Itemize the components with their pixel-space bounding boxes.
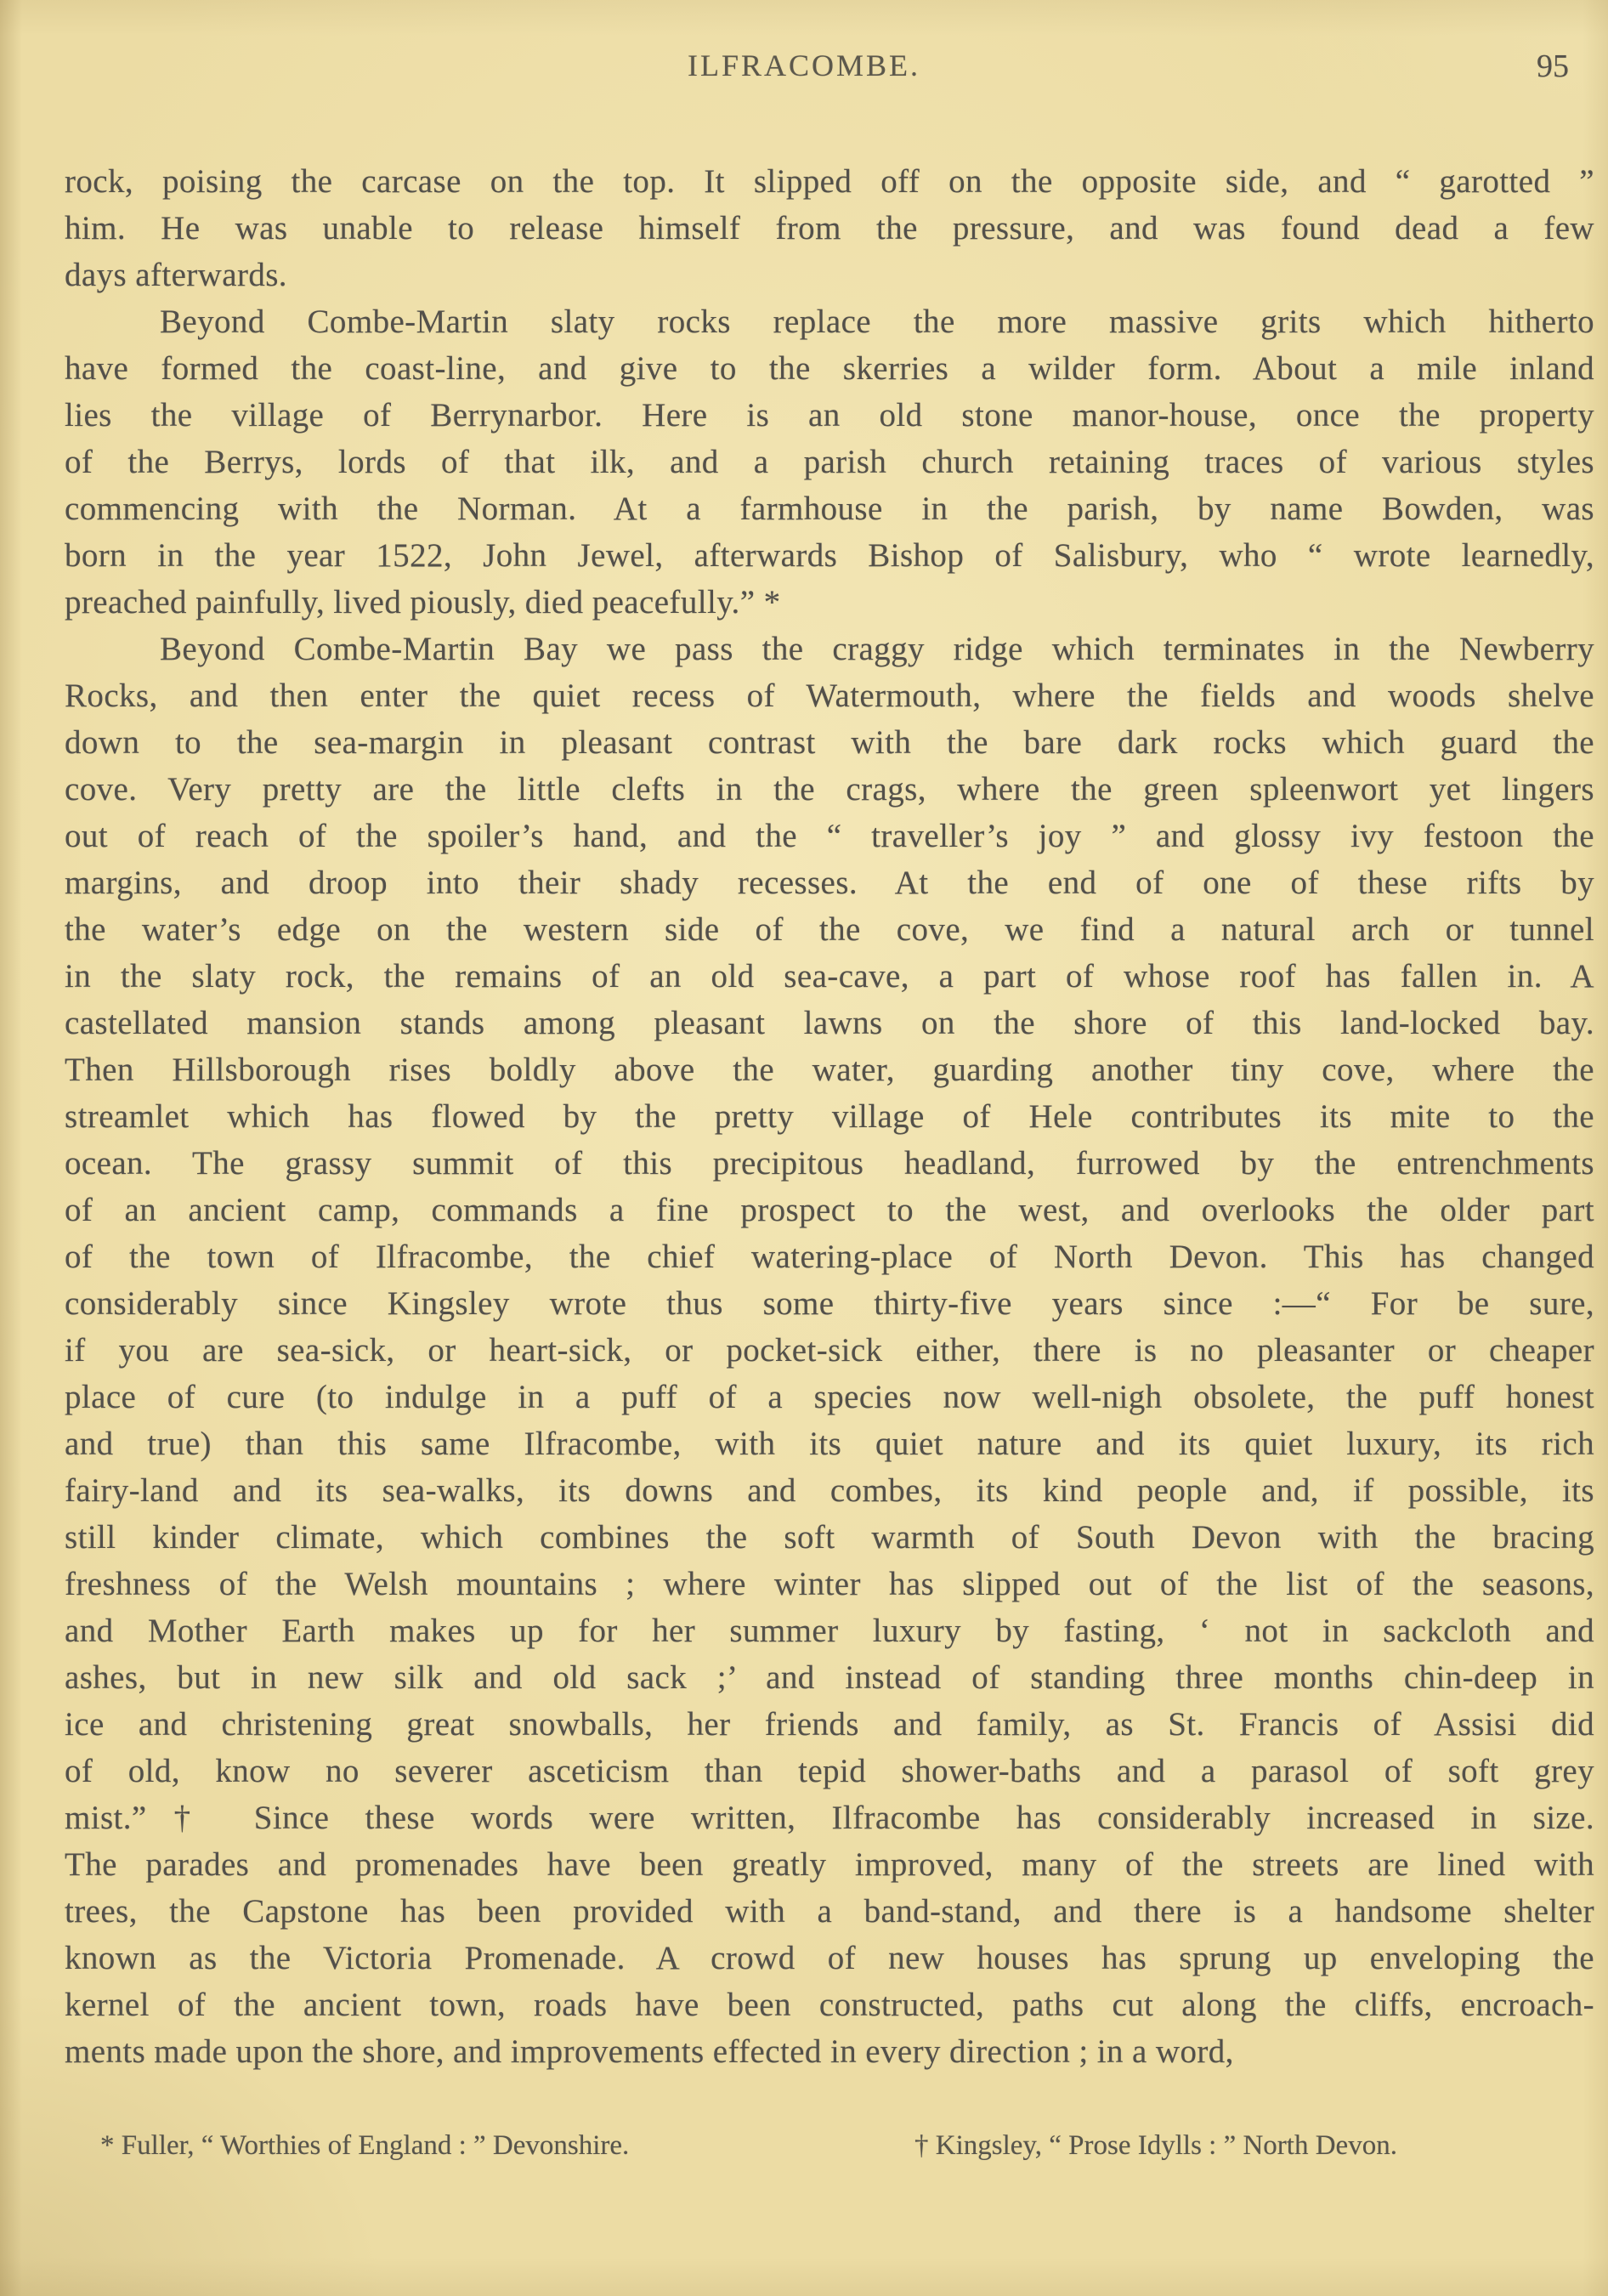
- text-line: The parades and promenades have been greatly improved, many of the streets are lined with: [65, 1846, 1594, 1883]
- paragraph: [65, 158, 1594, 298]
- text-line: out of reach of the spoiler’s hand, and the “ traveller’s joy ” and glossy ivy festoon the: [65, 818, 1594, 854]
- text-line: lies the village of Berrynarbor. Here is an old stone manor-house, once the property: [65, 397, 1594, 434]
- text-line: kernel of the ancient town, roads have been constructed, paths cut along the cliffs, encroach-: [65, 1987, 1594, 2023]
- text-line: ocean. The grassy summit of this precipitous headland, furrowed by the entrenchments: [65, 1145, 1594, 1182]
- page-header: [0, 48, 1608, 90]
- text-line: margins, and droop into their shady recesses. At the end of one of these rifts by: [65, 865, 1594, 901]
- text-line: place of cure (to indulge in a puff of a species now well-nigh obsolete, the puff honest: [65, 1379, 1594, 1415]
- text-line: considerably since Kingsley wrote thus some thirty-five years since :—“ For be sure,: [65, 1285, 1594, 1322]
- text-line: still kinder climate, which combines the soft warmth of South Devon with the bracing: [65, 1519, 1594, 1556]
- text-line: days afterwards.: [65, 257, 287, 293]
- text-line: fairy-land and its sea-walks, its downs and combes, its kind people and, if possible, its: [65, 1472, 1594, 1509]
- text-line: in the slaty rock, the remains of an old sea-cave, a part of whose roof has fallen in. A: [65, 958, 1594, 995]
- footnote-kingsley: † Kingsley, “ Prose Idylls : ” North Devon.: [914, 2130, 1397, 2161]
- text-line: of the town of Ilfracombe, the chief watering-place of North Devon. This has changed: [65, 1239, 1594, 1275]
- text-line: streamlet which has flowed by the pretty village of Hele contributes its mite to the: [65, 1098, 1594, 1135]
- text-line: Beyond Combe-Martin Bay we pass the craggy ridge which terminates in the Newberry: [160, 631, 1594, 667]
- body-text: [65, 158, 1594, 2075]
- text-line: castellated mansion stands among pleasant lawns on the shore of this land-locked bay.: [65, 1005, 1594, 1041]
- text-line: trees, the Capstone has been provided with a band-stand, and there is a handsome shelter: [65, 1893, 1594, 1930]
- text-line: of the Berrys, lords of that ilk, and a parish church retaining traces of various styles: [65, 444, 1594, 480]
- text-line: of old, know no severer asceticism than tepid shower-baths and a parasol of soft grey: [65, 1753, 1594, 1789]
- text-line: ashes, but in new silk and old sack ;’ and instead of standing three months chin-deep in: [65, 1659, 1594, 1696]
- text-line: mist.”† Since these words were written, Ilfracombe has considerably increased in size.: [65, 1800, 1594, 1836]
- text-line: ments made upon the shore, and improvements effected in every direction ; in a word,: [65, 2033, 1234, 2070]
- text-line: commencing with the Norman. At a farmhouse in the parish, by name Bowden, was: [65, 490, 1594, 527]
- text-line: of an ancient camp, commands a fine prospect to the west, and overlooks the older part: [65, 1192, 1594, 1228]
- text-line: and Mother Earth makes up for her summer luxury by fasting, ‘ not in sackcloth and: [65, 1613, 1594, 1649]
- text-line: cove. Very pretty are the little clefts in the crags, where the green spleenwort yet lingers: [65, 771, 1594, 808]
- footnotes: [65, 2130, 1594, 2171]
- page-number: 95: [1537, 48, 1569, 84]
- text-line: and true) than this same Ilfracombe, with its quiet nature and its quiet luxury, its rich: [65, 1426, 1594, 1462]
- text-line: him. He was unable to release himself from the pressure, and was found dead a few: [65, 210, 1594, 247]
- text-line: ice and christening great snowballs, her friends and family, as St. Francis of Assisi did: [65, 1706, 1594, 1743]
- text-line: down to the sea-margin in pleasant contrast with the bare dark rocks which guard the: [65, 724, 1594, 761]
- text-line: if you are sea-sick, or heart-sick, or pocket-sick either, there is no pleasanter or cheaper: [65, 1332, 1594, 1369]
- text-line: Beyond Combe-Martin slaty rocks replace the more massive grits which hitherto: [160, 303, 1594, 340]
- text-line: have formed the coast-line, and give to the skerries a wilder form. About a mile inland: [65, 350, 1594, 387]
- paragraph: [65, 298, 1594, 626]
- text-line: freshness of the Welsh mountains ; where winter has slipped out of the list of the seasons,: [65, 1566, 1594, 1602]
- text-line: preached painfully, lived piously, died peacefully.” *: [65, 584, 781, 621]
- text-line: Then Hillsborough rises boldly above the water, guarding another tiny cove, where the: [65, 1052, 1594, 1088]
- text-line: the water’s edge on the western side of the cove, we find a natural arch or tunnel: [65, 911, 1594, 948]
- text-line: Rocks, and then enter the quiet recess of Watermouth, where the fields and woods shelve: [65, 677, 1594, 714]
- running-title: ILFRACOMBE.: [687, 48, 921, 82]
- text-line: rock, poising the carcase on the top. It slipped off on the opposite side, and “ garotted ”: [65, 163, 1594, 200]
- footnote-fuller: * Fuller, “ Worthies of England : ” Devonshire.: [100, 2130, 630, 2161]
- paragraph: [65, 626, 1594, 2075]
- text-line: known as the Victoria Promenade. A crowd of new houses has sprung up enveloping the: [65, 1940, 1594, 1976]
- text-line: born in the year 1522, John Jewel, afterwards Bishop of Salisbury, who “ wrote learnedly,: [65, 537, 1594, 574]
